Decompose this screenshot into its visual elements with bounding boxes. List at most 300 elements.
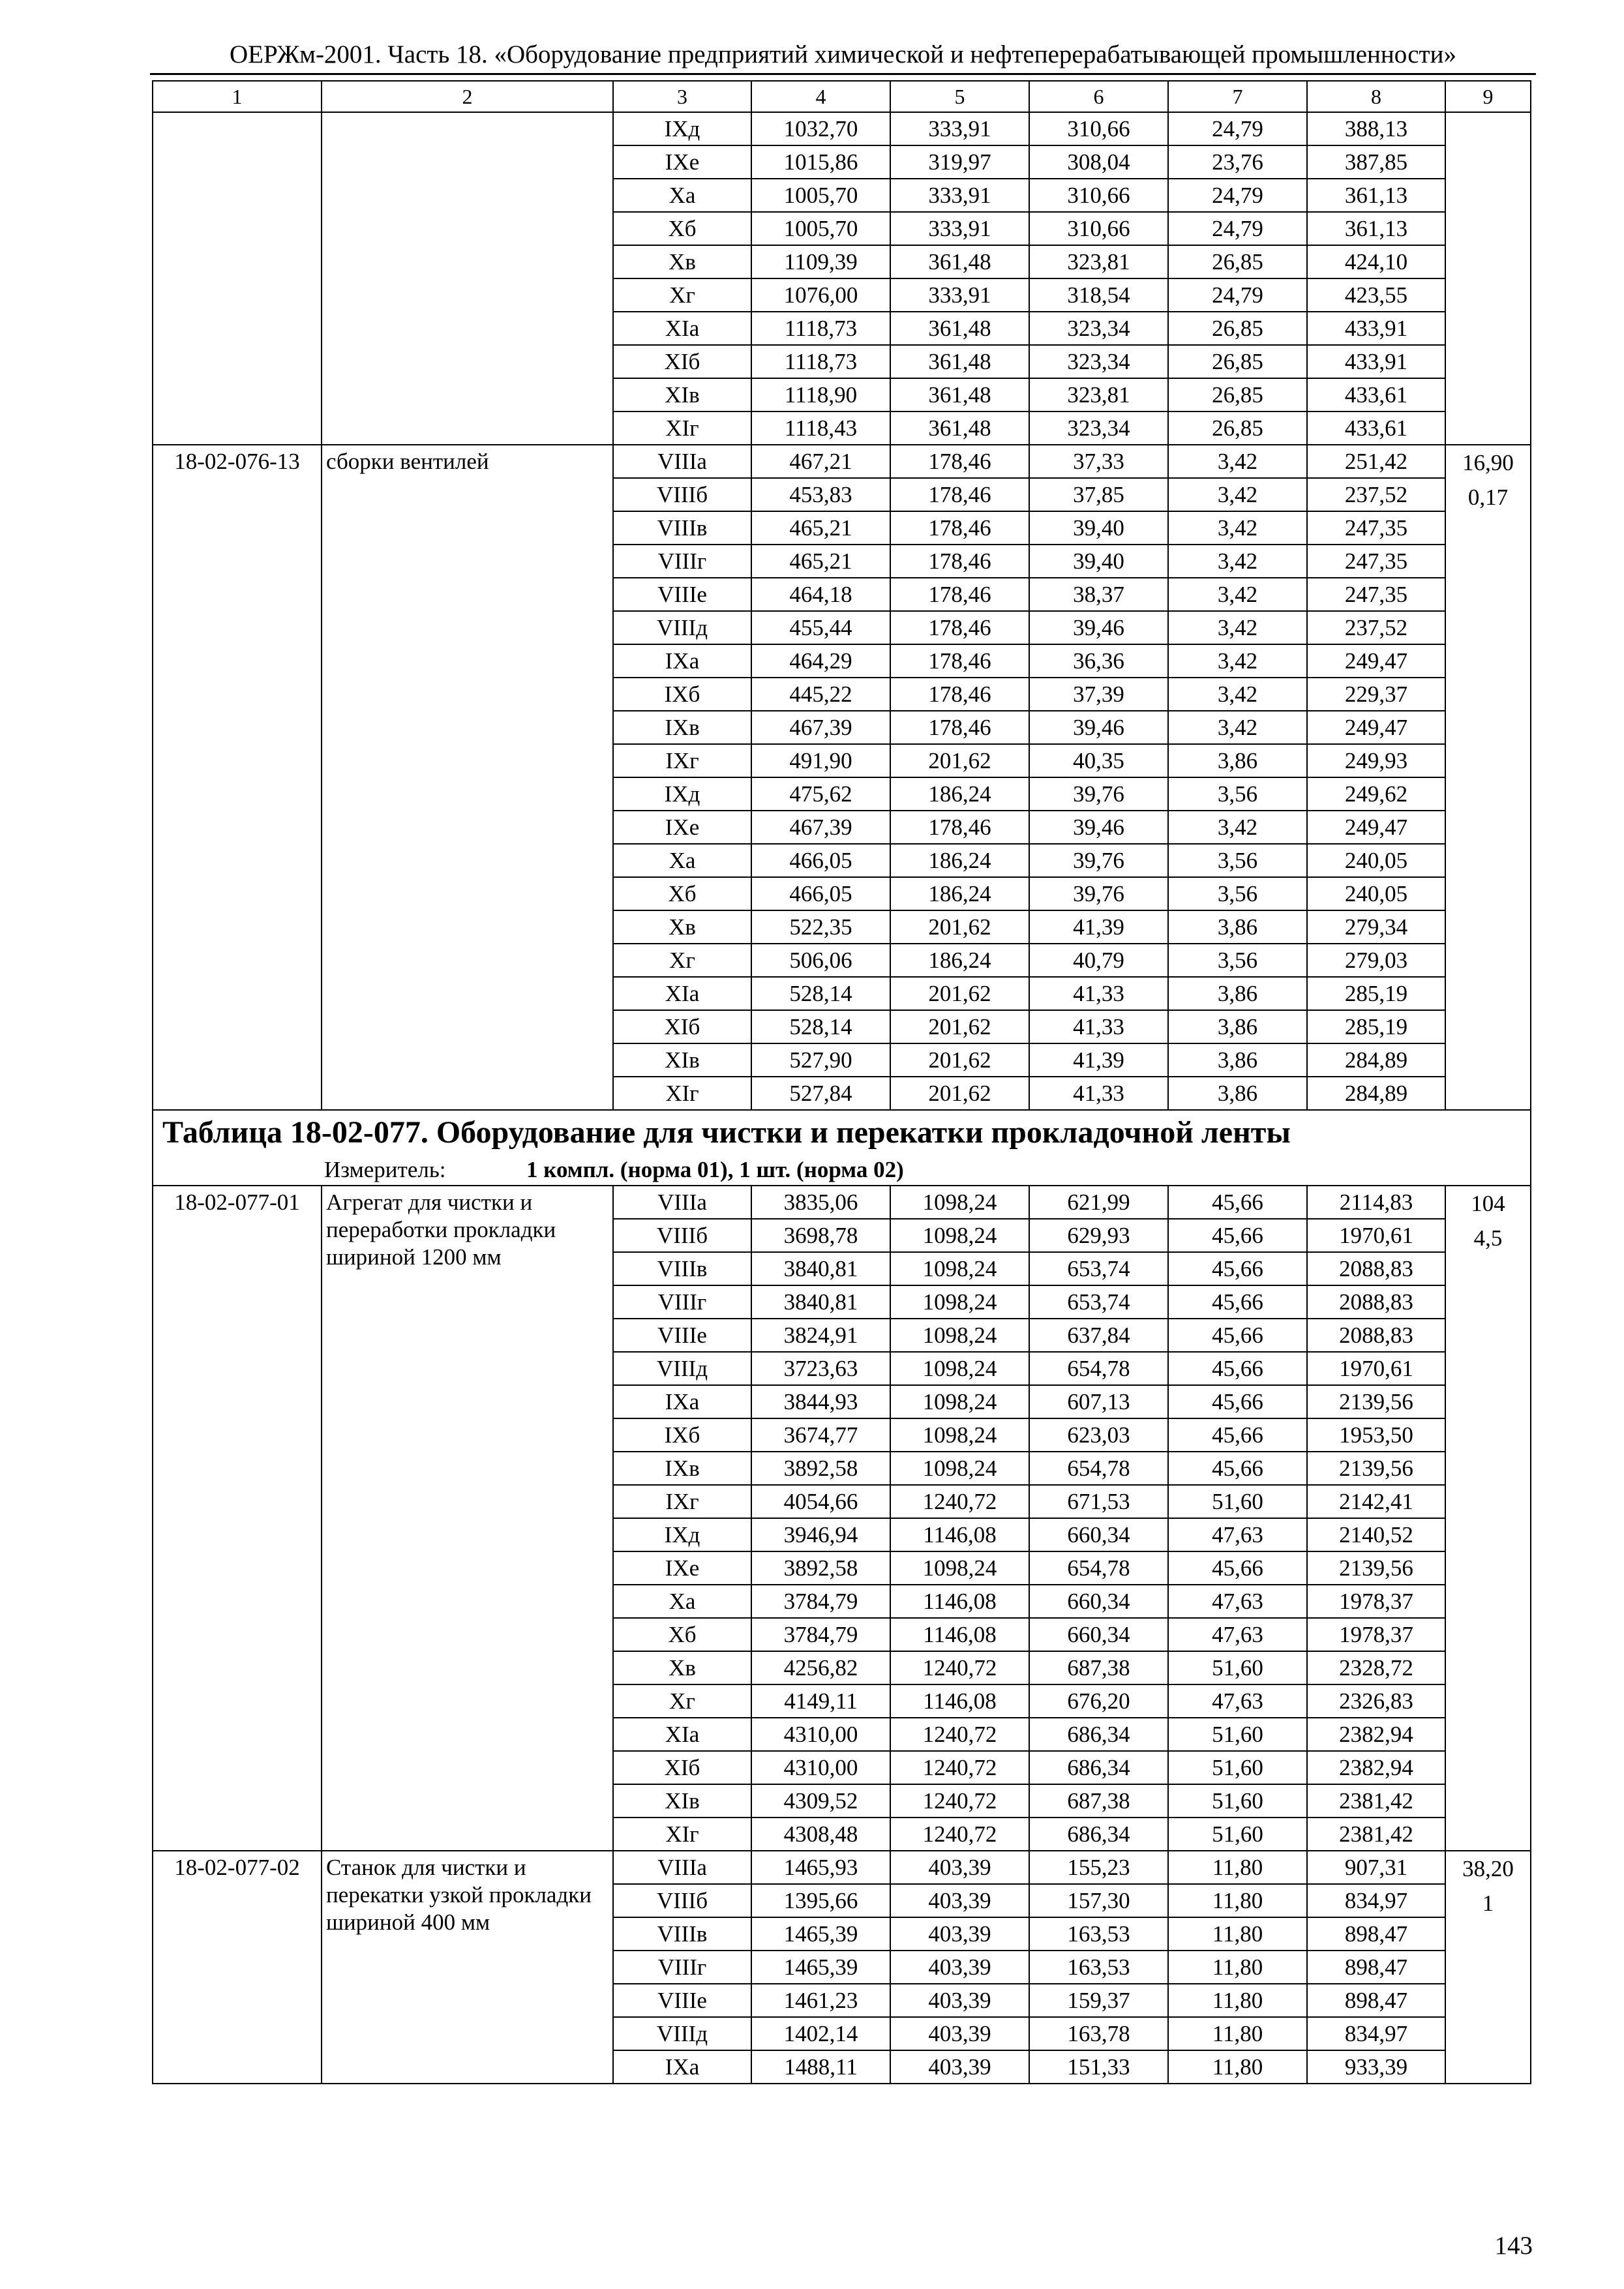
cell-wages: 403,39	[890, 1917, 1029, 1951]
cell-total: 3840,81	[751, 1252, 890, 1285]
cell-total: 3840,81	[751, 1285, 890, 1319]
cell-machines: 39,76	[1029, 877, 1168, 910]
cell-materials: 2139,56	[1307, 1452, 1445, 1485]
cell-wages: 361,48	[890, 312, 1029, 345]
cell-total: 3824,91	[751, 1319, 890, 1352]
cell-driver-wages: 47,63	[1168, 1684, 1307, 1718]
cell-region: VIIIд	[613, 1352, 751, 1385]
header-rule	[150, 73, 1536, 75]
cell-total: 491,90	[751, 744, 890, 777]
cell-total: 1032,70	[751, 112, 890, 145]
cell-materials: 284,89	[1307, 1077, 1445, 1110]
column-number-4: 4	[751, 81, 890, 112]
cell-region: XIб	[613, 345, 751, 378]
cell-region: IXе	[613, 145, 751, 179]
cell-wages: 403,39	[890, 1951, 1029, 1984]
cell-materials: 2088,83	[1307, 1252, 1445, 1285]
cell-region: XIг	[613, 411, 751, 445]
cell-wages: 201,62	[890, 1077, 1029, 1110]
cell-total: 453,83	[751, 478, 890, 511]
cell-driver-wages: 3,56	[1168, 877, 1307, 910]
cell-driver-wages: 3,86	[1168, 910, 1307, 944]
cell-wages: 1098,24	[890, 1219, 1029, 1252]
cell-wages: 186,24	[890, 944, 1029, 977]
column-number-8: 8	[1307, 81, 1445, 112]
cell-materials: 247,35	[1307, 578, 1445, 611]
cell-wages: 186,24	[890, 844, 1029, 877]
cell-driver-wages: 3,42	[1168, 511, 1307, 545]
cell-driver-wages: 51,60	[1168, 1485, 1307, 1518]
cell-wages: 333,91	[890, 179, 1029, 212]
cell-materials: 1978,37	[1307, 1585, 1445, 1618]
cell-wages: 403,39	[890, 1984, 1029, 2017]
cell-driver-wages: 51,60	[1168, 1818, 1307, 1851]
cell-wages: 178,46	[890, 545, 1029, 578]
cell-total: 4309,52	[751, 1784, 890, 1818]
cell-machines: 323,34	[1029, 312, 1168, 345]
rate-name-cell: Станок для чистки и перекатки узкой прокладки шириной 400 мм	[322, 1851, 613, 2084]
cell-machines: 39,46	[1029, 811, 1168, 844]
cell-materials: 2382,94	[1307, 1751, 1445, 1784]
cell-wages: 178,46	[890, 678, 1029, 711]
cell-materials: 251,42	[1307, 445, 1445, 478]
cell-materials: 387,85	[1307, 145, 1445, 179]
cell-total: 1395,66	[751, 1884, 890, 1917]
cell-materials: 2139,56	[1307, 1385, 1445, 1418]
cell-driver-wages: 26,85	[1168, 245, 1307, 278]
cell-materials: 249,93	[1307, 744, 1445, 777]
cell-region: Xа	[613, 844, 751, 877]
cell-materials: 2326,83	[1307, 1684, 1445, 1718]
cell-materials: 834,97	[1307, 1884, 1445, 1917]
cell-machines: 40,79	[1029, 944, 1168, 977]
cell-machines: 39,76	[1029, 777, 1168, 811]
page-number: 143	[1494, 2232, 1533, 2260]
cell-region: VIIIб	[613, 1219, 751, 1252]
cell-machines: 660,34	[1029, 1618, 1168, 1651]
rates-table-container	[152, 80, 1530, 2084]
column-number-3: 3	[613, 81, 751, 112]
cell-machines: 41,39	[1029, 1043, 1168, 1077]
cell-materials: 249,47	[1307, 711, 1445, 744]
cell-materials: 285,19	[1307, 977, 1445, 1010]
cell-driver-wages: 11,80	[1168, 2050, 1307, 2084]
table-row	[153, 112, 1531, 145]
cell-materials: 2139,56	[1307, 1551, 1445, 1585]
cell-wages: 361,48	[890, 378, 1029, 411]
cell-wages: 1146,08	[890, 1618, 1029, 1651]
cell-driver-wages: 3,42	[1168, 644, 1307, 678]
cell-materials: 424,10	[1307, 245, 1445, 278]
col9-value: 16,90	[1462, 450, 1514, 475]
rate-code-cell	[153, 112, 322, 445]
cell-region: XIг	[613, 1077, 751, 1110]
cell-materials: 907,31	[1307, 1851, 1445, 1884]
column-number-6: 6	[1029, 81, 1168, 112]
cell-region: IXа	[613, 2050, 751, 2084]
cell-total: 1076,00	[751, 278, 890, 312]
cell-total: 3844,93	[751, 1385, 890, 1418]
cell-total: 3892,58	[751, 1551, 890, 1585]
cell-wages: 1240,72	[890, 1485, 1029, 1518]
cell-materials: 898,47	[1307, 1951, 1445, 1984]
cell-driver-wages: 3,86	[1168, 744, 1307, 777]
cell-wages: 201,62	[890, 977, 1029, 1010]
cell-region: XIв	[613, 1043, 751, 1077]
cell-materials: 240,05	[1307, 877, 1445, 910]
cell-total: 3723,63	[751, 1352, 890, 1385]
cell-materials: 279,34	[1307, 910, 1445, 944]
cell-wages: 361,48	[890, 345, 1029, 378]
cell-machines: 157,30	[1029, 1884, 1168, 1917]
cell-machines: 38,37	[1029, 578, 1168, 611]
cell-total: 527,90	[751, 1043, 890, 1077]
cell-total: 4054,66	[751, 1485, 890, 1518]
cell-region: IXв	[613, 711, 751, 744]
cell-machines: 310,66	[1029, 112, 1168, 145]
cell-total: 467,21	[751, 445, 890, 478]
cell-wages: 333,91	[890, 112, 1029, 145]
cell-total: 464,18	[751, 578, 890, 611]
cell-total: 1465,39	[751, 1917, 890, 1951]
cell-total: 4310,00	[751, 1718, 890, 1751]
cell-materials: 229,37	[1307, 678, 1445, 711]
cell-machines: 41,33	[1029, 977, 1168, 1010]
measure-value: 1 компл. (норма 01), 1 шт. (норма 02)	[526, 1157, 904, 1182]
cell-materials: 2140,52	[1307, 1518, 1445, 1551]
cell-region: IXб	[613, 678, 751, 711]
cell-machines: 629,93	[1029, 1219, 1168, 1252]
cell-region: Xа	[613, 1585, 751, 1618]
cell-total: 466,05	[751, 844, 890, 877]
column-number-row	[153, 81, 1531, 112]
cell-region: IXб	[613, 1418, 751, 1452]
cell-machines: 163,53	[1029, 1917, 1168, 1951]
cell-wages: 1098,24	[890, 1385, 1029, 1418]
cell-total: 1118,73	[751, 345, 890, 378]
cell-wages: 178,46	[890, 578, 1029, 611]
cell-region: VIIIб	[613, 478, 751, 511]
cell-machines: 653,74	[1029, 1285, 1168, 1319]
cell-wages: 201,62	[890, 910, 1029, 944]
cell-materials: 898,47	[1307, 1984, 1445, 2017]
cell-materials: 433,91	[1307, 312, 1445, 345]
cell-materials: 249,47	[1307, 644, 1445, 678]
cell-materials: 898,47	[1307, 1917, 1445, 1951]
cell-total: 1118,90	[751, 378, 890, 411]
cell-driver-wages: 45,66	[1168, 1551, 1307, 1585]
cell-driver-wages: 45,66	[1168, 1352, 1307, 1385]
cell-region: XIа	[613, 977, 751, 1010]
cell-materials: 2088,83	[1307, 1285, 1445, 1319]
cell-region: VIIIг	[613, 1951, 751, 1984]
table-row	[153, 1851, 1531, 1884]
cell-total: 522,35	[751, 910, 890, 944]
cell-wages: 361,48	[890, 411, 1029, 445]
cell-machines: 671,53	[1029, 1485, 1168, 1518]
cell-machines: 163,78	[1029, 2017, 1168, 2050]
cell-region: VIIIа	[613, 1186, 751, 1219]
cell-total: 1015,86	[751, 145, 890, 179]
cell-total: 465,21	[751, 545, 890, 578]
cell-total: 1005,70	[751, 212, 890, 245]
cell-total: 467,39	[751, 711, 890, 744]
cell-driver-wages: 3,42	[1168, 711, 1307, 744]
cell-driver-wages: 23,76	[1168, 145, 1307, 179]
cell-wages: 1098,24	[890, 1418, 1029, 1452]
cell-machines: 687,38	[1029, 1651, 1168, 1684]
cell-wages: 1098,24	[890, 1551, 1029, 1585]
cell-machines: 318,54	[1029, 278, 1168, 312]
cell-region: VIIIв	[613, 1917, 751, 1951]
cell-total: 1118,43	[751, 411, 890, 445]
cell-wages: 1098,24	[890, 1319, 1029, 1352]
cell-materials: 2381,42	[1307, 1818, 1445, 1851]
cell-driver-wages: 11,80	[1168, 2017, 1307, 2050]
cell-total: 1461,23	[751, 1984, 890, 2017]
cell-driver-wages: 26,85	[1168, 411, 1307, 445]
cell-region: Xг	[613, 944, 751, 977]
cell-total: 1402,14	[751, 2017, 890, 2050]
cell-machines: 41,39	[1029, 910, 1168, 944]
cell-driver-wages: 3,42	[1168, 811, 1307, 844]
cell-wages: 178,46	[890, 445, 1029, 478]
col9-cell	[1445, 445, 1531, 1110]
cell-wages: 186,24	[890, 777, 1029, 811]
cell-wages: 319,97	[890, 145, 1029, 179]
col9-value: 38,20	[1462, 1856, 1514, 1881]
rate-code-cell: 18-02-077-01	[153, 1186, 322, 1851]
cell-driver-wages: 45,66	[1168, 1319, 1307, 1352]
cell-wages: 178,46	[890, 711, 1029, 744]
cell-materials: 247,35	[1307, 545, 1445, 578]
cell-machines: 623,03	[1029, 1418, 1168, 1452]
cell-driver-wages: 24,79	[1168, 212, 1307, 245]
cell-machines: 621,99	[1029, 1186, 1168, 1219]
rate-name-cell: сборки вентилей	[322, 445, 613, 1110]
cell-region: Xг	[613, 1684, 751, 1718]
cell-region: XIв	[613, 1784, 751, 1818]
cell-driver-wages: 3,42	[1168, 678, 1307, 711]
cell-driver-wages: 45,66	[1168, 1452, 1307, 1485]
rates-table	[152, 80, 1531, 2084]
cell-region: IXд	[613, 1518, 751, 1551]
cell-wages: 1098,24	[890, 1252, 1029, 1285]
cell-total: 3784,79	[751, 1618, 890, 1651]
cell-wages: 178,46	[890, 511, 1029, 545]
cell-total: 4256,82	[751, 1651, 890, 1684]
cell-region: Xб	[613, 877, 751, 910]
cell-machines: 310,66	[1029, 179, 1168, 212]
cell-driver-wages: 3,56	[1168, 844, 1307, 877]
cell-region: Xв	[613, 910, 751, 944]
cell-driver-wages: 51,60	[1168, 1751, 1307, 1784]
cell-driver-wages: 51,60	[1168, 1784, 1307, 1818]
cell-machines: 660,34	[1029, 1518, 1168, 1551]
cell-driver-wages: 47,63	[1168, 1518, 1307, 1551]
cell-total: 465,21	[751, 511, 890, 545]
cell-total: 1488,11	[751, 2050, 890, 2084]
col9-cell	[1445, 1186, 1531, 1851]
cell-driver-wages: 24,79	[1168, 278, 1307, 312]
cell-total: 527,84	[751, 1077, 890, 1110]
cell-machines: 37,33	[1029, 445, 1168, 478]
cell-driver-wages: 45,66	[1168, 1252, 1307, 1285]
cell-driver-wages: 45,66	[1168, 1219, 1307, 1252]
cell-driver-wages: 3,42	[1168, 611, 1307, 644]
cell-region: IXд	[613, 112, 751, 145]
cell-wages: 1240,72	[890, 1718, 1029, 1751]
rate-code-cell: 18-02-076-13	[153, 445, 322, 1110]
cell-materials: 388,13	[1307, 112, 1445, 145]
cell-region: VIIIе	[613, 1984, 751, 2017]
cell-total: 3674,77	[751, 1418, 890, 1452]
cell-total: 506,06	[751, 944, 890, 977]
cell-wages: 1240,72	[890, 1751, 1029, 1784]
cell-region: IXв	[613, 1452, 751, 1485]
cell-driver-wages: 3,42	[1168, 578, 1307, 611]
cell-region: VIIIг	[613, 1285, 751, 1319]
cell-wages: 178,46	[890, 478, 1029, 511]
table-title: Таблица 18-02-077. Оборудование для чистки и перекатки прокладочной ленты	[162, 1115, 1291, 1150]
cell-driver-wages: 3,86	[1168, 1010, 1307, 1043]
cell-wages: 403,39	[890, 1851, 1029, 1884]
cell-machines: 41,33	[1029, 1010, 1168, 1043]
cell-driver-wages: 3,86	[1168, 977, 1307, 1010]
cell-region: VIIIе	[613, 578, 751, 611]
cell-wages: 1146,08	[890, 1585, 1029, 1618]
cell-materials: 247,35	[1307, 511, 1445, 545]
measure-label: Измеритель:	[324, 1157, 446, 1182]
cell-driver-wages: 45,66	[1168, 1285, 1307, 1319]
cell-machines: 607,13	[1029, 1385, 1168, 1418]
cell-region: VIIIб	[613, 1884, 751, 1917]
section-cell	[153, 1110, 1531, 1186]
col9-cell	[1445, 112, 1531, 445]
cell-region: XIб	[613, 1010, 751, 1043]
cell-materials: 284,89	[1307, 1043, 1445, 1077]
cell-total: 3835,06	[751, 1186, 890, 1219]
cell-wages: 333,91	[890, 278, 1029, 312]
cell-machines: 323,34	[1029, 345, 1168, 378]
cell-machines: 163,53	[1029, 1951, 1168, 1984]
cell-machines: 654,78	[1029, 1452, 1168, 1485]
cell-wages: 178,46	[890, 611, 1029, 644]
cell-wages: 201,62	[890, 1043, 1029, 1077]
column-number-9: 9	[1445, 81, 1531, 112]
cell-total: 4149,11	[751, 1684, 890, 1718]
cell-total: 467,39	[751, 811, 890, 844]
cell-materials: 237,52	[1307, 611, 1445, 644]
cell-materials: 423,55	[1307, 278, 1445, 312]
column-number-7: 7	[1168, 81, 1307, 112]
cell-total: 4310,00	[751, 1751, 890, 1784]
cell-region: IXд	[613, 777, 751, 811]
cell-total: 528,14	[751, 1010, 890, 1043]
cell-driver-wages: 45,66	[1168, 1186, 1307, 1219]
cell-machines: 654,78	[1029, 1551, 1168, 1585]
cell-region: VIIIв	[613, 511, 751, 545]
cell-wages: 186,24	[890, 877, 1029, 910]
cell-driver-wages: 3,86	[1168, 1077, 1307, 1110]
cell-region: XIа	[613, 312, 751, 345]
cell-wages: 361,48	[890, 245, 1029, 278]
cell-wages: 403,39	[890, 2050, 1029, 2084]
cell-region: XIв	[613, 378, 751, 411]
running-header: ОЕРЖм-2001. Часть 18. «Оборудование предприятий химической и нефтеперерабатывающей промышленности»	[230, 40, 1456, 68]
cell-wages: 1098,24	[890, 1186, 1029, 1219]
cell-region: IXа	[613, 1385, 751, 1418]
cell-driver-wages: 26,85	[1168, 312, 1307, 345]
cell-wages: 1146,08	[890, 1518, 1029, 1551]
col9-value: 104	[1471, 1191, 1505, 1216]
cell-materials: 834,97	[1307, 2017, 1445, 2050]
cell-total: 445,22	[751, 678, 890, 711]
cell-machines: 660,34	[1029, 1585, 1168, 1618]
cell-driver-wages: 26,85	[1168, 378, 1307, 411]
cell-region: VIIIе	[613, 1319, 751, 1352]
cell-machines: 686,34	[1029, 1751, 1168, 1784]
cell-wages: 178,46	[890, 811, 1029, 844]
cell-driver-wages: 45,66	[1168, 1385, 1307, 1418]
cell-driver-wages: 3,42	[1168, 545, 1307, 578]
cell-wages: 1240,72	[890, 1784, 1029, 1818]
cell-materials: 1953,50	[1307, 1418, 1445, 1452]
cell-region: XIа	[613, 1718, 751, 1751]
cell-materials: 2088,83	[1307, 1319, 1445, 1352]
cell-driver-wages: 47,63	[1168, 1618, 1307, 1651]
cell-total: 528,14	[751, 977, 890, 1010]
cell-machines: 323,81	[1029, 245, 1168, 278]
table-section-header	[153, 1110, 1531, 1186]
cell-materials: 2114,83	[1307, 1186, 1445, 1219]
cell-driver-wages: 24,79	[1168, 112, 1307, 145]
cell-wages: 1240,72	[890, 1818, 1029, 1851]
cell-machines: 39,46	[1029, 611, 1168, 644]
cell-machines: 36,36	[1029, 644, 1168, 678]
cell-machines: 323,34	[1029, 411, 1168, 445]
column-number-2: 2	[322, 81, 613, 112]
cell-region: VIIIд	[613, 2017, 751, 2050]
rates-table-body	[153, 81, 1531, 2084]
cell-driver-wages: 3,42	[1168, 478, 1307, 511]
cell-wages: 1098,24	[890, 1452, 1029, 1485]
cell-machines: 159,37	[1029, 1984, 1168, 2017]
cell-driver-wages: 3,56	[1168, 944, 1307, 977]
cell-wages: 1146,08	[890, 1684, 1029, 1718]
cell-materials: 240,05	[1307, 844, 1445, 877]
cell-materials: 1970,61	[1307, 1352, 1445, 1385]
cell-machines: 686,34	[1029, 1818, 1168, 1851]
cell-materials: 2382,94	[1307, 1718, 1445, 1751]
col9-value: 1	[1482, 1891, 1494, 1916]
cell-machines: 155,23	[1029, 1851, 1168, 1884]
cell-driver-wages: 45,66	[1168, 1418, 1307, 1452]
cell-machines: 41,33	[1029, 1077, 1168, 1110]
cell-region: Xв	[613, 245, 751, 278]
cell-driver-wages: 11,80	[1168, 1884, 1307, 1917]
cell-region: IXа	[613, 644, 751, 678]
cell-total: 4308,48	[751, 1818, 890, 1851]
cell-machines: 39,40	[1029, 545, 1168, 578]
rate-code-cell: 18-02-077-02	[153, 1851, 322, 2084]
cell-region: Xа	[613, 179, 751, 212]
cell-total: 1465,93	[751, 1851, 890, 1884]
column-number-1: 1	[153, 81, 322, 112]
cell-region: Xг	[613, 278, 751, 312]
cell-materials: 285,19	[1307, 1010, 1445, 1043]
cell-machines: 39,46	[1029, 711, 1168, 744]
